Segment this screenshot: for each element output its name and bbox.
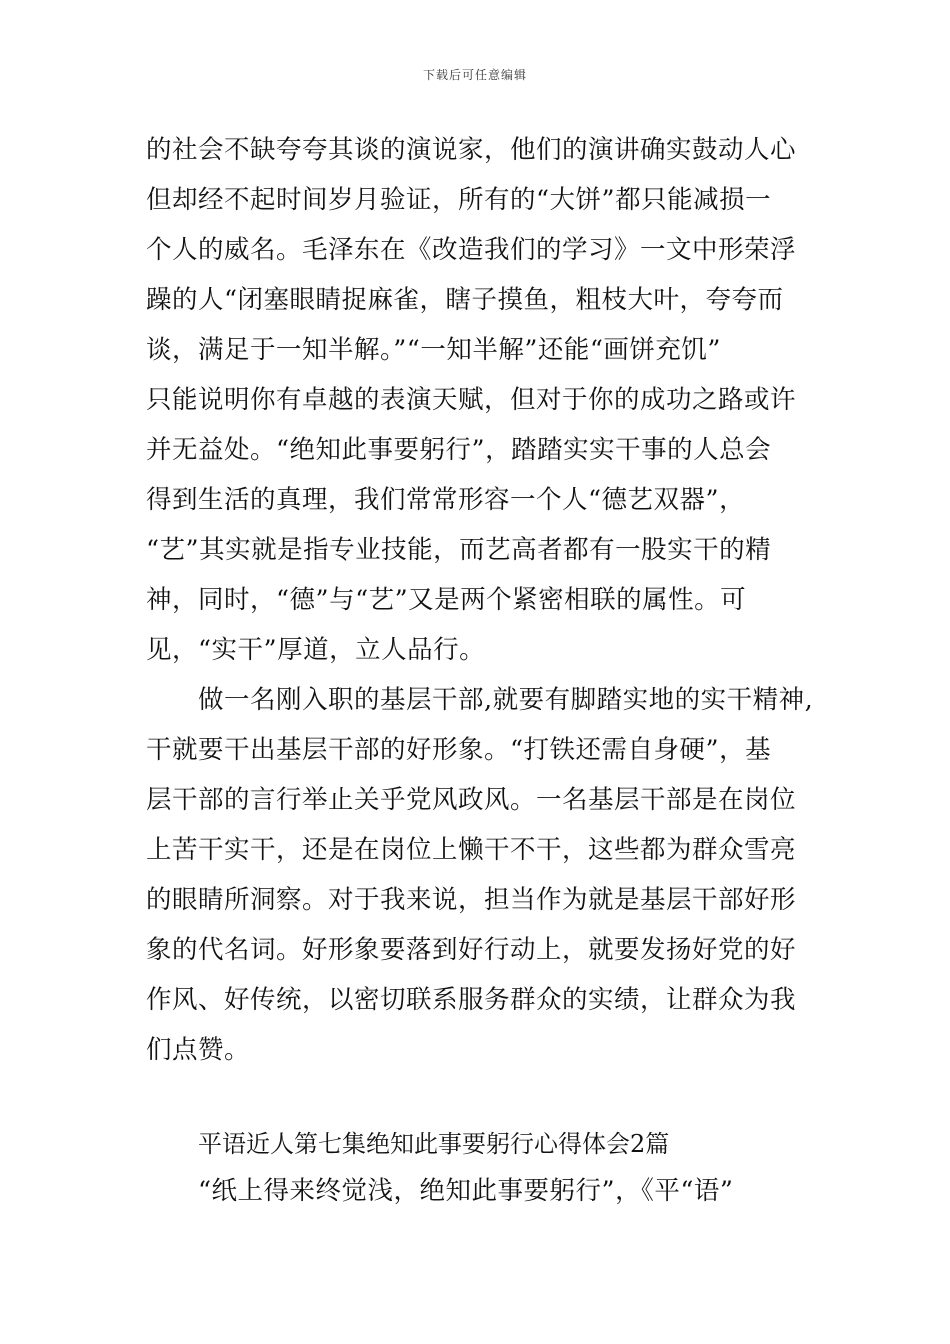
- paragraph-line: 上苦干实干，还是在岗位上懒干不干，这些都为群众雪亮: [146, 835, 797, 865]
- paragraph-1: [146, 125, 826, 675]
- paragraph-line: 见，“实干”厚道，立人品行。: [146, 635, 486, 665]
- paragraph-line: 做一名刚入职的基层干部,就要有脚踏实地的实干精神,: [198, 685, 814, 715]
- paragraph-line: 得到生活的真理，我们常常形容一个人“德艺双器”，: [146, 485, 746, 515]
- paragraph-line: 们点赞。: [146, 1035, 251, 1065]
- paragraph-line: 神，同时，“德”与“艺”又是两个紧密相联的属性。可: [146, 585, 747, 615]
- section-first-line: “纸上得来终觉浅，绝知此事要躬行”，《平“语”: [198, 1176, 734, 1206]
- paragraph-line: 的眼睛所洞察。对于我来说，担当作为就是基层干部好形: [146, 885, 797, 915]
- paragraph-2: [146, 675, 826, 1075]
- paragraph-line: 的社会不缺夸夸其谈的演说家，他们的演讲确实鼓动人心: [146, 135, 797, 165]
- paragraph-line: 干就要干出基层干部的好形象。“打铁还需自身硬”，基: [146, 735, 772, 765]
- paragraph-line: 谈，满足于一知半解。”“一知半解”还能“画饼充饥”: [146, 335, 721, 365]
- paragraph-line: 个人的威名。毛泽东在《改造我们的学习》一文中形荣浮: [146, 235, 797, 265]
- section-title: 平语近人第七集绝知此事要躬行心得体会2篇: [198, 1130, 670, 1158]
- paragraph-line: “艺”其实就是指专业技能，而艺高者都有一股实干的精: [146, 535, 772, 565]
- paragraph-line: 象的代名词。好形象要落到好行动上，就要发扬好党的好: [146, 935, 797, 965]
- paragraph-line: 层干部的言行举止关乎党风政风。一名基层干部是在岗位: [146, 785, 797, 815]
- paragraph-line: 作风、好传统，以密切联系服务群众的实绩，让群众为我: [146, 985, 797, 1015]
- paragraph-line: 躁的人“闭塞眼睛捉麻雀，瞎子摸鱼，粗枝大叶，夸夸而: [146, 285, 784, 315]
- header-note: 下载后可任意编辑: [422, 68, 527, 82]
- paragraph-line: 并无益处。“绝知此事要躬行”，踏踏实实干事的人总会: [146, 435, 772, 465]
- paragraph-line: 只能说明你有卓越的表演天赋，但对于你的成功之路或许: [146, 385, 797, 415]
- paragraph-line: 但却经不起时间岁月验证，所有的“大饼”都只能减损一: [146, 185, 772, 215]
